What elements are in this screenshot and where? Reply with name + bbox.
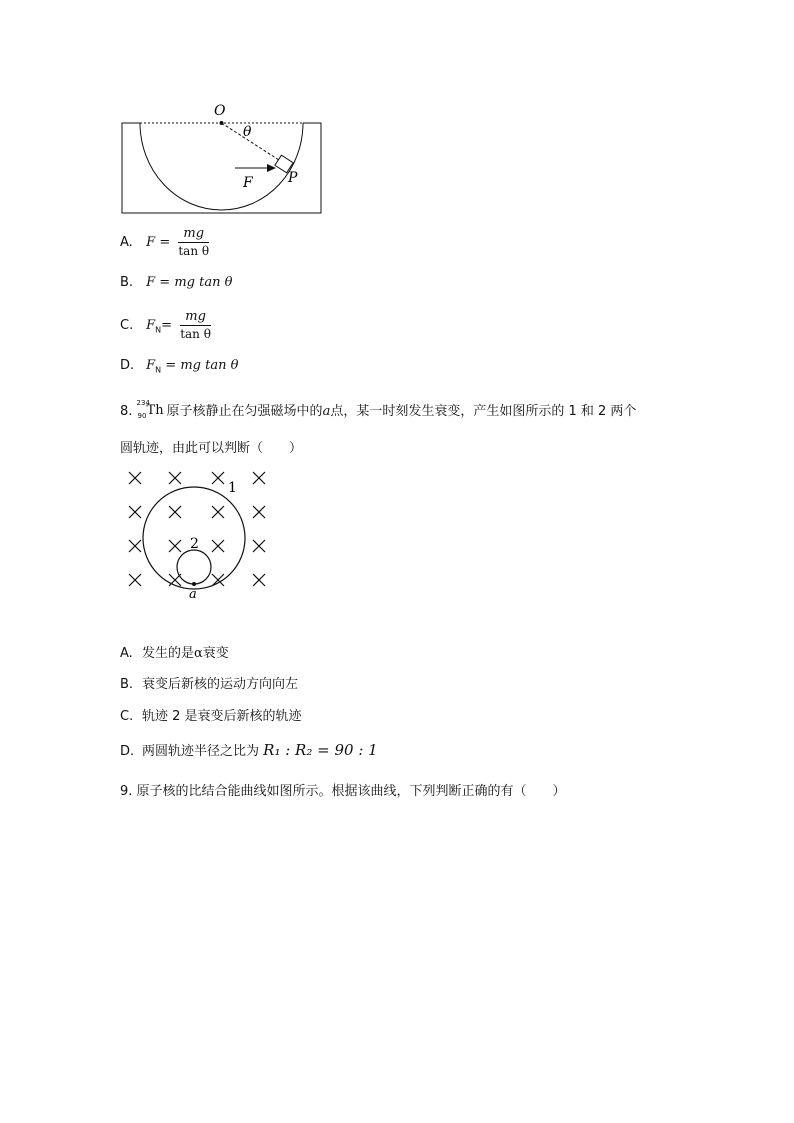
field-cross-icon: [253, 472, 265, 484]
fraction: $\frac{mg}{\text{tan θ}}$: [180, 309, 211, 341]
thorium-nucleus: 234 90 Th: [136, 398, 164, 420]
option-c-q8: C. 轨迹 2 是衰变后新核的轨迹: [120, 709, 302, 724]
option-d-q7: D. $F_N$ = mg tan θ: [120, 358, 239, 375]
label-o: O: [214, 103, 226, 119]
field-cross-icon: [253, 540, 265, 552]
field-cross-icon: [129, 574, 141, 586]
option-a-q8: A. 发生的是α衰变: [120, 646, 229, 661]
radius-dashed-line: [222, 123, 283, 162]
bowl-figure: [110, 98, 330, 220]
field-cross-icon: [169, 472, 181, 484]
field-cross-icon: [212, 540, 224, 552]
field-cross-icon: [253, 574, 265, 586]
field-cross-icon: [129, 540, 141, 552]
point-a: [192, 582, 196, 586]
option-a-q7: A. F = $\frac{mg}{\text{tan θ}}$: [120, 226, 210, 258]
option-d-q8: D. 两圆轨迹半径之比为 R₁ : R₂ = 90 : 1: [120, 741, 378, 759]
track-2-label: 2: [190, 536, 199, 552]
question-8-line1: 8. 234 90 Th 原子核静止在匀强磁场中的a点，某一时刻发生衰变，产生如图所示的 1 和 2 两个: [120, 398, 637, 420]
field-cross-icon: [169, 540, 181, 552]
option-b-q7: B. F = mg tan θ: [120, 275, 233, 290]
question-8-line2: 圆轨迹，由此可以判断（ ）: [120, 441, 303, 456]
label-p: P: [288, 170, 298, 186]
field-cross-icon: [129, 472, 141, 484]
track-2: [177, 550, 211, 584]
field-cross-icon: [169, 506, 181, 518]
field-cross-icon: [253, 506, 265, 518]
field-cross-icon: [129, 506, 141, 518]
question-9: 9. 原子核的比结合能曲线如图所示。根据该曲线，下列判断正确的有（ ）: [120, 784, 566, 799]
label-theta: θ: [243, 124, 252, 140]
magnetic-field-figure: [120, 462, 280, 607]
option-c-q7: C. $F_N=$ $\frac{mg}{\text{tan θ}}$: [120, 309, 211, 341]
option-b-q8: B. 衰变后新核的运动方向向左: [120, 677, 299, 692]
field-cross-icon: [212, 472, 224, 484]
label-f: F: [243, 175, 253, 191]
field-cross-icon: [212, 506, 224, 518]
point-a-label: a: [189, 587, 197, 602]
track-1-label: 1: [228, 480, 237, 496]
fraction: $\frac{mg}{\text{tan θ}}$: [178, 226, 210, 258]
